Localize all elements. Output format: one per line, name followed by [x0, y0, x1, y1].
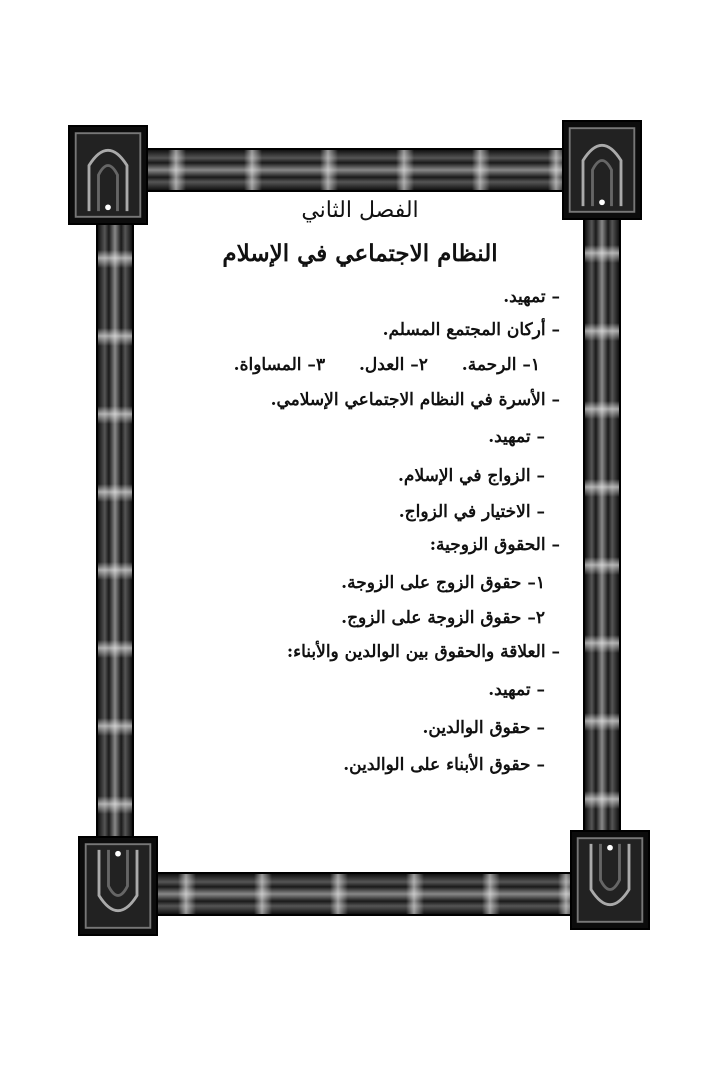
- outline-marriage: – الزواج في الإسلام.: [398, 466, 545, 486]
- pillar-item: ١– الرحمة.: [461, 355, 540, 375]
- frame-bottom-bar: [150, 872, 575, 916]
- outline-choice: – الاختيار في الزواج.: [398, 502, 545, 522]
- frame-corner-top-left: [68, 125, 148, 225]
- chapter-title: النظام الاجتماعي في الإسلام: [222, 240, 498, 267]
- outline-family-heading: – الأسرة في النظام الاجتماعي الإسلامي.: [270, 390, 560, 410]
- outline-pillars-list: [206, 355, 540, 375]
- outline-relation-intro: – تمهيد.: [488, 680, 545, 700]
- frame-corner-bottom-right: [570, 830, 650, 930]
- outline-rights-2: ٢– حقوق الزوجة على الزوج.: [341, 608, 545, 628]
- frame-top-bar: [140, 148, 570, 192]
- frame-corner-top-right: [562, 120, 642, 220]
- outline-parents-rights: – حقوق الوالدين.: [422, 718, 545, 738]
- outline-intro: – تمهيد.: [503, 287, 560, 307]
- outline-family-intro: – تمهيد.: [488, 427, 545, 447]
- outline-rights-1: ١– حقوق الزوج على الزوجة.: [341, 573, 545, 593]
- outline-pillars-heading: – أركان المجتمع المسلم.: [382, 320, 560, 340]
- frame-right-bar: [583, 215, 621, 845]
- frame-left-bar: [96, 220, 134, 845]
- pillar-item: ٢– العدل.: [359, 355, 428, 375]
- outline-children-rights: – حقوق الأبناء على الوالدين.: [343, 755, 545, 775]
- outline-rights-heading: – الحقوق الزوجية:: [429, 535, 560, 555]
- frame-corner-bottom-left: [78, 836, 158, 936]
- chapter-outline: [150, 190, 570, 830]
- pillar-item: ٣– المساواة.: [233, 355, 326, 375]
- outline-relation-heading: – العلاقة والحقوق بين الوالدين والأبناء:: [286, 642, 560, 662]
- chapter-label: الفصل الثاني: [301, 198, 419, 223]
